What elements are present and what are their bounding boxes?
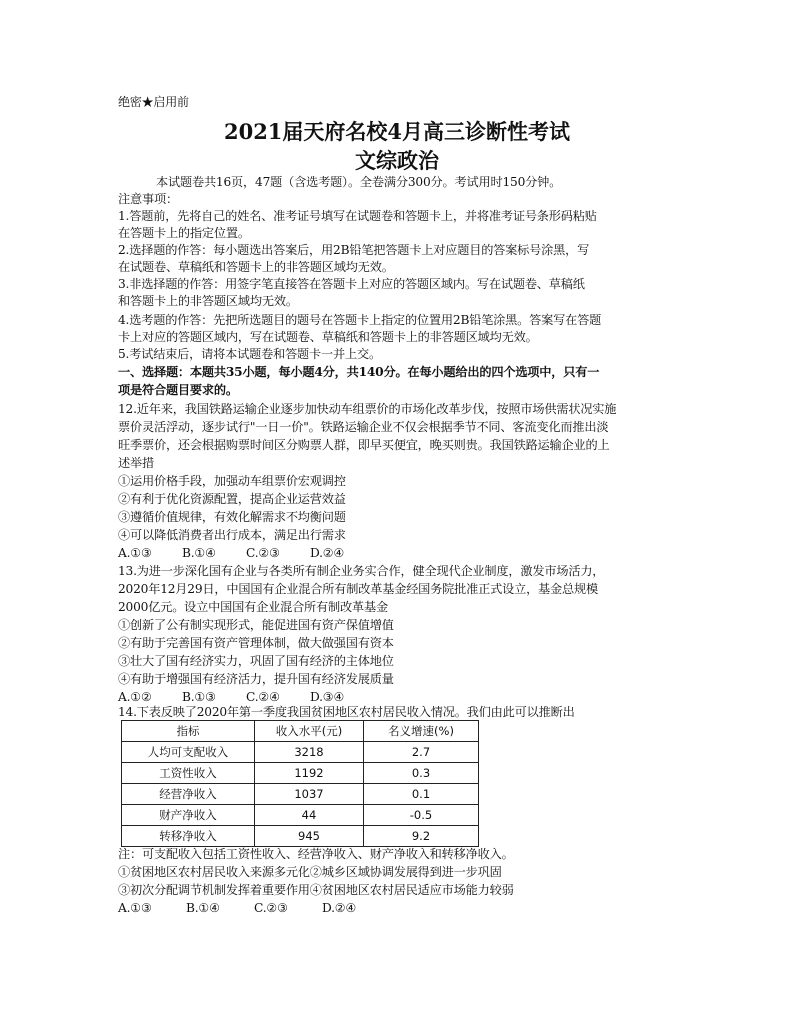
table-header-cell: 收入水平(元) xyxy=(255,721,364,742)
section-heading: 一、选择题：本题共35小题，每小题4分，共140分。在每小题给出的四个选项中，只有一 xyxy=(118,365,600,379)
note-line: 2.选择题的作答：每小题选出答案后，用2B铅笔把答题卡上对应题目的答案标号涂黑，写 xyxy=(118,243,590,257)
note-line: 在答题卡上的指定位置。 xyxy=(118,226,250,240)
q14-note: 注：可支配收入包括工资性收入、经营净收入、财产净收入和转移净收入。 xyxy=(118,847,514,861)
note-line: 3.非选择题的作答：用签字笔直接答在答题卡上对应的答题区域内。写在试题卷、草稿纸 xyxy=(118,277,585,291)
table-cell: 工资性收入 xyxy=(122,763,255,784)
table-cell: -0.5 xyxy=(364,805,479,826)
table-cell: 9.2 xyxy=(364,826,479,847)
note-line: 4.选考题的作答：先把所选题目的题号在答题卡上指定的位置用2B铅笔涂黑。答案写在答题 xyxy=(118,313,602,327)
q12-option-d[interactable]: D.②④ xyxy=(310,546,345,560)
table-header-row xyxy=(122,721,479,742)
table-row xyxy=(122,826,479,847)
table-cell: 经营净收入 xyxy=(122,784,255,805)
q12-item: ①运用价格手段，加强动车组票价宏观调控 xyxy=(118,474,346,488)
table-header-cell: 指标 xyxy=(122,721,255,742)
note-line: 5.考试结束后，请将本试题卷和答题卡一并上交。 xyxy=(118,347,381,361)
table-cell: 财产净收入 xyxy=(122,805,255,826)
q13-option-c[interactable]: C.②④ xyxy=(246,690,280,704)
table-cell: 0.3 xyxy=(364,763,479,784)
q14-option-d[interactable]: D.②④ xyxy=(322,901,357,915)
exam-title: 2021届天府名校4月高三诊断性考试 xyxy=(223,119,571,144)
q12-option-b[interactable]: B.①④ xyxy=(182,546,216,560)
q14-options xyxy=(118,900,356,917)
q14-item: ①贫困地区农村居民收入来源多元化②城乡区域协调发展得到进一步巩固 xyxy=(118,865,502,879)
q13-option-a[interactable]: A.①② xyxy=(118,690,152,704)
subject-title: 文综政治 xyxy=(355,148,439,173)
section-heading-cont: 项是符合题目要求的。 xyxy=(118,383,238,397)
table-row xyxy=(122,784,479,805)
note-line: 卡上对应的答题区域内，写在试题卷、草稿纸和答题卡上的非答题区域均无效。 xyxy=(118,330,538,344)
table-cell: 0.1 xyxy=(364,784,479,805)
q13-stem: 13.为进一步深化国有企业与各类所有制企业务实合作，健全现代企业制度，激发市场活力， xyxy=(118,564,605,578)
note-line: 在试题卷、草稿纸和答题卡上的非答题区域均无效。 xyxy=(118,260,394,274)
q13-item: ③壮大了国有经济实力，巩固了国有经济的主体地位 xyxy=(118,654,394,668)
q13-item: ②有助于完善国有资产管理体制，做大做强国有资本 xyxy=(118,636,394,650)
table-cell: 1192 xyxy=(255,763,364,784)
note-line: 和答题卡上的非答题区域均无效。 xyxy=(118,294,298,308)
table-row xyxy=(122,763,479,784)
table-cell: 44 xyxy=(255,805,364,826)
table-row xyxy=(122,805,479,826)
q13-item: ①创新了公有制实现形式，能促进国有资产保值增值 xyxy=(118,618,394,632)
q12-stem: 12.近年来，我国铁路运输企业逐步加快动车组票价的市场化改革步伐，按照市场供需状况实施 xyxy=(118,402,617,416)
q13-option-b[interactable]: B.①③ xyxy=(182,690,216,704)
confidential-mark: 绝密★启用前 xyxy=(118,95,189,109)
table-cell: 转移净收入 xyxy=(122,826,255,847)
income-table xyxy=(121,720,479,847)
table-cell: 1037 xyxy=(255,784,364,805)
q14-option-c[interactable]: C.②③ xyxy=(254,901,288,915)
table-row xyxy=(122,742,479,763)
q12-stem: 旺季票价，还会根据购票时间区分购票人群，即早买便宜，晚买则贵。我国铁路运输企业的上 xyxy=(118,438,610,452)
q14-stem: 14.下表反映了2020年第一季度我国贫困地区农村居民收入情况。我们由此可以推断出 xyxy=(118,705,575,719)
q14-option-b[interactable]: B.①④ xyxy=(186,901,220,915)
table-cell: 2.7 xyxy=(364,742,479,763)
q12-option-a[interactable]: A.①③ xyxy=(118,546,152,560)
table-cell: 945 xyxy=(255,826,364,847)
note-line: 1.答题前，先将自己的姓名、准考证号填写在试题卷和答题卡上，并将准考证号条形码粘贴 xyxy=(118,209,597,223)
q12-options xyxy=(118,545,344,562)
q13-stem: 2020年12月29日，中国国有企业混合所有制改革基金经国务院批准正式设立，基金总规模 xyxy=(118,582,598,596)
table-header-cell: 名义增速(%) xyxy=(364,721,479,742)
q12-item: ②有利于优化资源配置，提高企业运营效益 xyxy=(118,492,346,506)
q12-stem: 票价灵活浮动，逐步试行"一日一价"。铁路运输企业不仅会根据季节不同、客流变化而推出淡 xyxy=(118,420,609,434)
q14-option-a[interactable]: A.①③ xyxy=(118,901,152,915)
q12-option-c[interactable]: C.②③ xyxy=(246,546,280,560)
q14-item: ③初次分配调节机制发挥着重要作用④贫困地区农村居民适应市场能力较弱 xyxy=(118,883,514,897)
q13-item: ④有助于增强国有经济活力，提升国有经济发展质量 xyxy=(118,672,394,686)
table-cell: 人均可支配收入 xyxy=(122,742,255,763)
table-cell: 3218 xyxy=(255,742,364,763)
intro-text: 本试题卷共16页，47题（含选考题）。全卷满分300分。考试用时150分钟。 xyxy=(156,175,562,189)
q12-item: ④可以降低消费者出行成本，满足出行需求 xyxy=(118,528,346,542)
q13-stem: 2000亿元。设立中国国有企业混合所有制改革基金 xyxy=(118,600,388,614)
q12-item: ③遵循价值规律，有效化解需求不均衡问题 xyxy=(118,510,346,524)
q13-option-d[interactable]: D.③④ xyxy=(310,690,345,704)
notes-heading: 注意事项： xyxy=(118,192,178,206)
q12-stem: 述举措 xyxy=(118,456,154,470)
